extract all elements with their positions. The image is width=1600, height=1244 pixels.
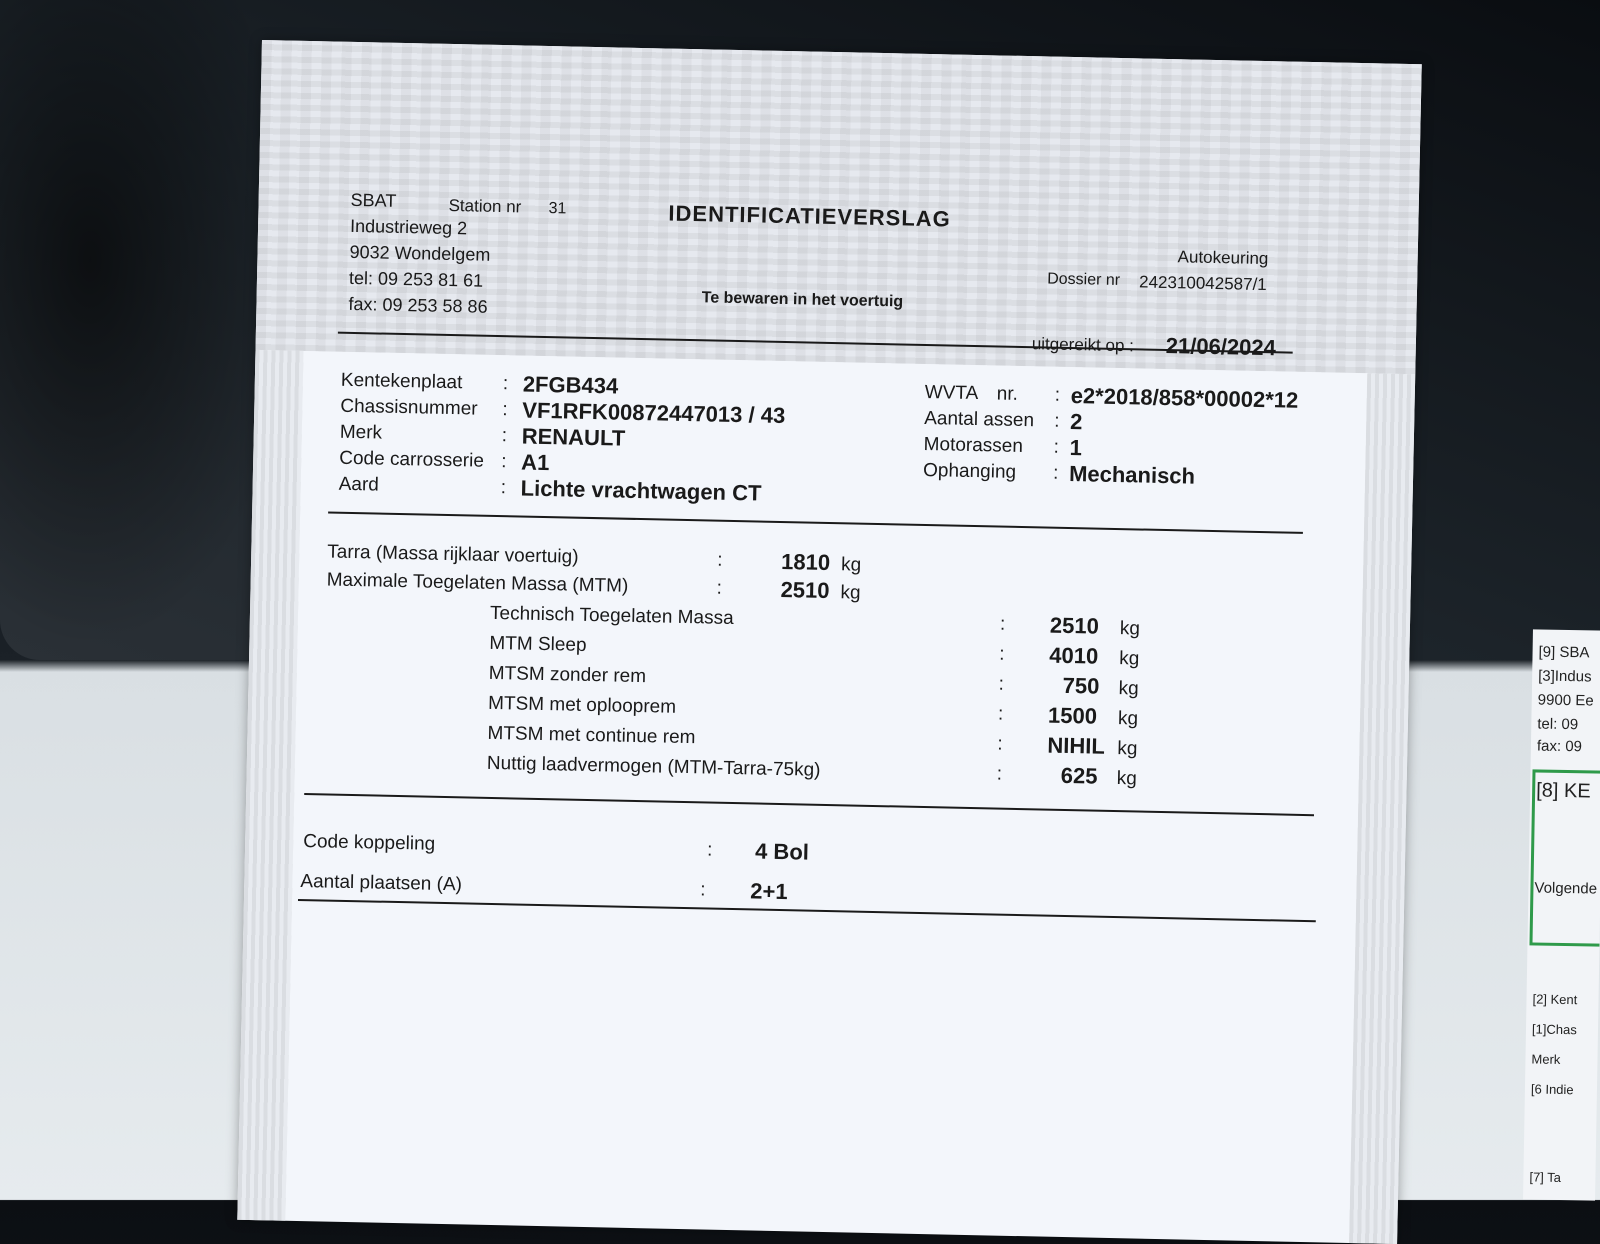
unit-technical-mass: kg (1119, 618, 1141, 640)
side-doc-line: Merk (1531, 1051, 1561, 1067)
colon: : (501, 425, 508, 447)
unit-mtm: kg (840, 582, 861, 604)
station-number: 31 (548, 200, 567, 218)
label-tare: Tarra (Massa rijklaar voertuig) (327, 541, 579, 568)
document-subtitle: Te bewaren in het voertuig (701, 289, 904, 311)
colon: : (501, 451, 507, 473)
value-axles: 2 (1069, 409, 1083, 435)
colon: : (1053, 436, 1060, 458)
address-line-2: 9032 Wondelgem (349, 241, 491, 265)
value-payload: 625 (1060, 762, 1098, 789)
colon: : (999, 613, 1006, 635)
dossier-number: 242310042587/1 (1138, 272, 1267, 295)
unit-mtsm-continuous-brake: kg (1117, 738, 1138, 760)
label-chassis-number: Chassisnummer (340, 395, 478, 420)
value-body-code: A1 (520, 449, 550, 476)
station-label: Station nr (448, 195, 522, 217)
value-brand: RENAULT (521, 423, 626, 451)
label-wvta: WVTA (924, 381, 979, 405)
value-suspension: Mechanisch (1068, 461, 1196, 489)
colon: : (1052, 462, 1059, 484)
value-drive-axles: 1 (1069, 435, 1083, 461)
value-seats: 2+1 (750, 878, 788, 905)
service-name: Autokeuring (1177, 247, 1269, 269)
side-doc-line: [8] KE (1535, 779, 1591, 803)
label-mtsm-no-brake: MTSM zonder rem (488, 662, 647, 688)
label-brand: Merk (339, 421, 383, 444)
colon: : (706, 839, 713, 861)
value-mtm-tow: 4010 (1049, 642, 1099, 669)
colon: : (716, 577, 723, 599)
colon: : (998, 673, 1005, 695)
colon: : (999, 643, 1005, 665)
value-mtsm-continuous-brake: NIHIL (1047, 732, 1106, 759)
security-pattern-right (1349, 373, 1415, 1244)
label-axles: Aantal assen (923, 407, 1035, 432)
side-doc-line: fax: 09 (1536, 737, 1583, 756)
unit-mtsm-no-brake: kg (1118, 678, 1139, 700)
vehicle-divider (328, 511, 1303, 533)
colon: : (716, 549, 723, 571)
label-mtm: Maximale Toegelaten Massa (MTM) (326, 569, 629, 597)
colon: : (997, 733, 1003, 755)
label-seats: Aantal plaatsen (A) (300, 870, 463, 896)
mass-divider (304, 793, 1314, 816)
side-doc-line: Volgende (1534, 879, 1598, 898)
colon: : (1054, 384, 1061, 406)
label-suspension: Ophanging (922, 459, 1017, 483)
identification-report-document (237, 40, 1421, 1244)
label-wvta-nr: nr. (996, 383, 1019, 405)
side-doc-line: [6 Indie (1530, 1081, 1574, 1098)
issued-date: 21/06/2024 (1165, 332, 1277, 361)
colon: : (997, 703, 1004, 725)
colon: : (502, 399, 508, 421)
unit-mtsm-overrun-brake: kg (1117, 708, 1139, 730)
side-doc-line: [7] Ta (1529, 1169, 1562, 1185)
value-mtsm-no-brake: 750 (1062, 672, 1100, 699)
colon: : (700, 879, 706, 901)
unit-mtm-tow: kg (1119, 648, 1140, 670)
label-mtsm-continuous-brake: MTSM met continue rem (487, 722, 696, 749)
document-title: IDENTIFICATIEVERSLAG (668, 200, 952, 232)
value-wvta: e2*2018/858*00002*12 (1070, 383, 1299, 413)
extra-divider (298, 899, 1316, 922)
label-coupling-code: Code koppeling (303, 831, 436, 855)
side-doc-line: [3]Indus (1538, 667, 1592, 686)
issued-label: uitgereikt op : (1031, 334, 1135, 356)
unit-payload: kg (1116, 768, 1138, 790)
value-coupling-code: 4 Bol (754, 838, 810, 865)
side-doc-line: [2] Kent (1532, 991, 1578, 1008)
label-mtm-tow: MTM Sleep (489, 632, 587, 656)
value-mtsm-overrun-brake: 1500 (1047, 702, 1098, 729)
side-doc-line: tel: 09 (1537, 715, 1579, 734)
address-line-1: Industrieweg 2 (349, 215, 468, 239)
side-doc-line: [1]Chas (1531, 1021, 1577, 1038)
value-license-plate: 2FGB434 (522, 371, 619, 399)
value-mtm: 2510 (780, 576, 830, 604)
org-name: SBAT (350, 189, 397, 211)
colon: : (1053, 410, 1060, 432)
value-vehicle-type: Lichte vrachtwagen CT (520, 475, 762, 506)
colon: : (502, 373, 509, 395)
colon: : (500, 477, 507, 499)
label-technical-mass: Technisch Toegelaten Massa (489, 602, 734, 630)
colon: : (996, 763, 1003, 785)
second-document-partial (1523, 629, 1600, 1200)
label-drive-axles: Motorassen (923, 433, 1024, 458)
label-vehicle-type: Aard (338, 473, 380, 496)
telephone: tel: 09 253 81 61 (348, 267, 484, 291)
label-body-code: Code carrosserie (339, 447, 485, 472)
label-mtsm-overrun-brake: MTSM met oplooprem (487, 692, 677, 718)
side-doc-line: 9900 Ee (1537, 691, 1594, 710)
side-doc-line: [9] SBA (1538, 643, 1590, 662)
dossier-label: Dossier nr (1046, 270, 1121, 290)
fax: fax: 09 253 58 86 (348, 293, 488, 317)
value-technical-mass: 2510 (1049, 612, 1100, 639)
unit-tare: kg (840, 554, 862, 576)
label-license-plate: Kentekenplaat (340, 369, 463, 394)
value-chassis-number: VF1RFK00872447013 / 43 (522, 397, 786, 429)
value-tare: 1810 (780, 548, 831, 576)
label-payload: Nuttig laadvermogen (MTM-Tarra-75kg) (486, 752, 821, 781)
